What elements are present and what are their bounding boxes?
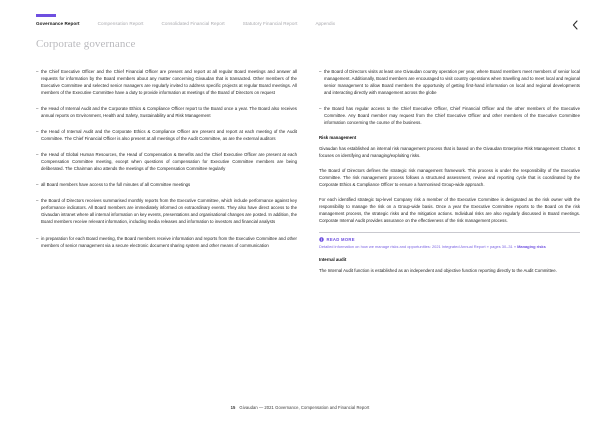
page-number: 15 <box>230 405 236 410</box>
bullet-dash: – <box>36 106 39 112</box>
nav-tab-label: Compensation Report <box>97 21 144 26</box>
bullet-dash: – <box>36 129 39 135</box>
list-item <box>36 128 297 142</box>
bullet-dash: – <box>36 182 39 188</box>
nav-tab-compensation-report[interactable] <box>98 14 144 27</box>
active-tab-marker <box>36 14 56 17</box>
section-heading-internal-audit: Internal audit <box>319 257 347 263</box>
list-item <box>36 197 297 225</box>
section-heading-risk-management: Risk management <box>319 135 357 141</box>
bullet-text: the Head of Internal Audit and the Corporate Ethics & Compliance Officer report to the Board once a year. The Board also receives annual reports on Environment, Health and Safety, Sustainability and Risk Management <box>41 106 297 119</box>
read-more-label: READ MORE <box>326 237 355 243</box>
list-item <box>36 68 297 96</box>
page-footer <box>0 405 600 410</box>
nav-tab-governance-report[interactable] <box>36 14 80 27</box>
nav-tab-label: Consolidated Financial Report <box>161 21 225 26</box>
bullet-dash: – <box>36 235 39 241</box>
list-item <box>36 151 297 172</box>
bullet-text: the Board has regular access to the Chief Executive Officer, Chief Financial Officer and the other members of the Executive Committee. Any Board member may request from the Chief Executive Officer and other members of the Executive Committee information concerning the course of the business. <box>324 106 580 126</box>
nav-tab-list <box>36 14 578 27</box>
list-item <box>36 235 297 249</box>
nav-tab-appendix[interactable] <box>315 14 335 27</box>
content-columns <box>0 50 600 282</box>
read-more-link-target[interactable]: Managing risks <box>517 244 546 250</box>
read-more-callout[interactable] <box>319 232 580 250</box>
footer-text: Givaudan — 2021 Governance, Compensation and Financial Report <box>239 405 370 410</box>
nav-tab-consolidated-financial-report[interactable] <box>161 14 224 27</box>
top-navigation-bar <box>0 0 600 26</box>
risk-paragraph: Givaudan has established an internal risk management process that is based on the Givaudan Enterprise Risk Management Charter. It focuses on identifying and managing/exploiting risks. <box>319 145 580 158</box>
internal-audit-paragraph: The Internal Audit function is established as an independent and objective function reporting directly to the Audit Committee. <box>319 267 557 273</box>
bullet-text: the Board of Directors receives summarised monthly reports from the Executive Committee, which include performance against key performance indicators. All Board members are immediately informed on extraordinary events. They also have direct access to the Givaudan intranet where all internal information on key events, presentations and organisational changes are posted. In addition, the Board members receive relevant information, including media releases and information to investors and financial analysts <box>41 198 297 225</box>
risk-paragraph: The Board of Directors defines the strategic risk management framework. This process is under the responsibility of the Executive Committee. The risk management process follows a structured assessment, review and reporting cycle that is coordinated by the Corporate Ethics & Compliance Officer to ensure a harmonised Group-wide approach. <box>319 167 580 187</box>
chevron-left-icon[interactable] <box>572 20 578 30</box>
bullet-dash: – <box>36 152 39 158</box>
list-item <box>36 181 297 188</box>
bullet-dash: – <box>319 106 322 112</box>
info-circle-icon <box>319 237 324 242</box>
read-more-description: Detailed information on how we manage risks and opportunities: 2021 Integrated Annual Report » pages 30–31 » <box>319 244 518 250</box>
list-item <box>36 105 297 119</box>
nav-tab-label: Statutory Financial Report <box>242 21 298 26</box>
nav-tab-label: Appendix <box>315 21 336 26</box>
risk-paragraph: For each identified strategic top-level Company risk a member of the Executive Committee is designated as the risk owner with the responsibility to manage the risk on a Group-wide basis. Once a year the Executive Committee reports to the Board on the risk management process, the strategic risks and the mitigation actions. Individual risks are also regularly discussed in Board meetings. Corporate Internal Audit provides assurance on the effectiveness of the risk management process. <box>319 196 580 223</box>
read-more-text[interactable] <box>319 244 580 250</box>
bullet-dash: – <box>319 69 322 74</box>
right-column <box>319 68 580 282</box>
bullet-dash: – <box>36 198 39 204</box>
bullet-text: the Board of Directors visits at least one Givaudan country operation per year, where Board members meet members of senior local management. Additionally, Board members are encouraged to visit country operations when travelling and to meet local and regional senior management to allow Board members the opportunity of getting first-hand information on local and regional developments and interacting directly with management across the globe <box>324 69 580 96</box>
bullet-text: in preparation for each Board meeting, the Board members receive information and reports from the Executive Committee and other members of senior management via a secure electronic document sharing system and other means of communication <box>41 235 297 248</box>
bullet-text: the Head of Global Human Resources, the Head of Compensation & Benefits and the Chief Executive Officer are present at each Compensation Committee meeting, except when questions of compensation for Executive Committee members are being deliberated. The Chairman also attends the meetings of the Compensation Committee regularly <box>41 152 297 172</box>
left-column <box>36 68 297 282</box>
page-title: Corporate governance <box>36 38 136 50</box>
nav-tab-label: Governance Report <box>36 21 80 26</box>
bullet-text: the Head of Internal Audit and the Corporate Ethics & Compliance Officer are present and report at each meeting of the Audit Committee. The Chief Financial Officer is also present at all meetings of the Audit Committee, as are the external auditors <box>41 129 297 142</box>
list-item <box>319 68 580 96</box>
bullet-text: all Board members have access to the full minutes of all Committee meetings <box>41 182 191 188</box>
read-more-header <box>319 237 580 242</box>
list-item <box>319 105 580 126</box>
bullet-dash: – <box>36 69 39 74</box>
nav-tab-statutory-financial-report[interactable] <box>243 14 298 27</box>
bullet-text: the Chief Executive Officer and the Chief Financial Officer are present and report at all regular Board meetings and answer all requests for information by the Board members about any matter concerning Givaudan that is transacted. Other members of the Executive Committee and selected senior managers are regularly invited to address specific projects at regular Board meetings. All members of the Executive Committee have a duty to provide information at meetings of the Board of Directors on request <box>41 69 297 96</box>
